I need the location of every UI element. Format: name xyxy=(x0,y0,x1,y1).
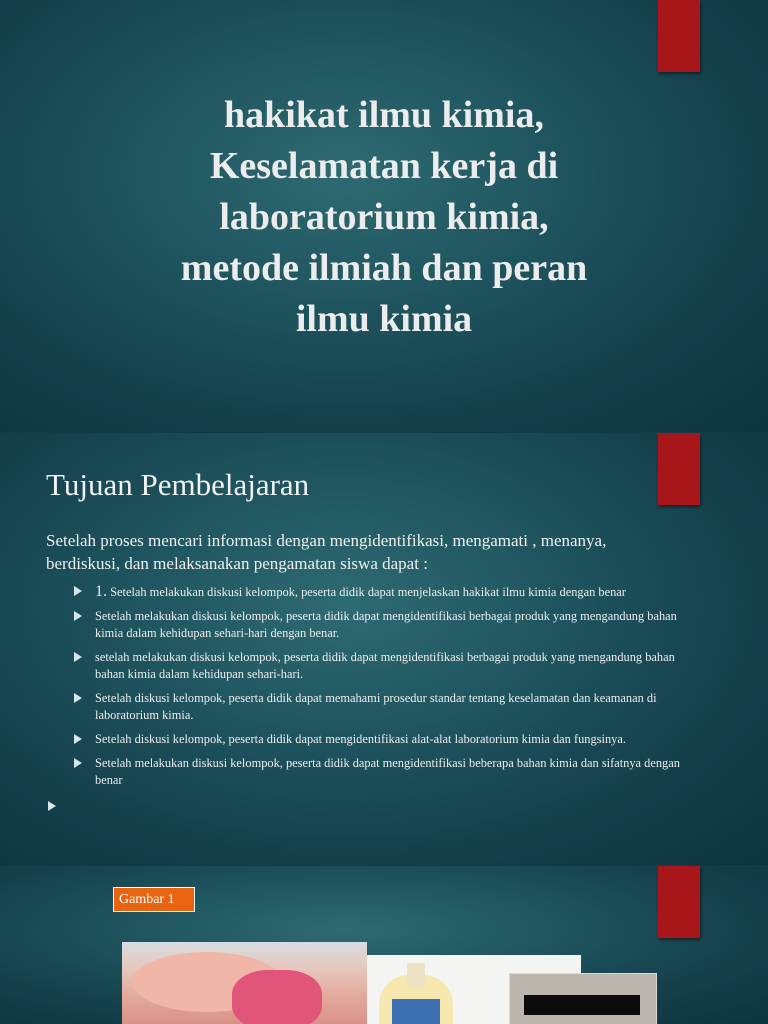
title-line: Keselamatan kerja di xyxy=(209,145,559,187)
bottle-cap-shape xyxy=(407,963,425,987)
title-line: hakikat ilmu kimia, xyxy=(224,94,544,136)
slide-accent-tab xyxy=(658,433,700,505)
intro-line: Setelah proses mencari informasi dengan mengidentifikasi, mengamati , menanya, xyxy=(46,531,607,550)
figure-caption: Gambar 1 xyxy=(113,887,195,912)
objectives-list xyxy=(72,583,692,796)
chemical-bag-photo xyxy=(509,973,657,1024)
triangle-bullet-icon xyxy=(74,758,82,768)
intro-paragraph xyxy=(46,529,686,575)
empty-triangle-bullet-icon xyxy=(48,801,56,811)
item-text: Setelah diskusi kelompok, peserta didik dapat mengidentifikasi alat-alat laboratorium kimia dan fungsinya. xyxy=(95,732,626,746)
title-line: ilmu kimia xyxy=(295,298,473,340)
item-text: Setelah diskusi kelompok, peserta didik dapat memahami prosedur standar tentang keselamatan dan keamanan di laboratorium kimia. xyxy=(95,691,657,722)
list-item xyxy=(72,608,692,642)
item-text: Setelah melakukan diskusi kelompok, peserta didik dapat mengidentifikasi beberapa bahan kimia dan sifatnya dengan benar xyxy=(95,756,680,787)
item-text: setelah melakukan diskusi kelompok, peserta didik dapat mengidentifikasi berbagai produk yang mengandung bahan bahan kimia dalam kehidupan sehari-hari. xyxy=(95,650,675,681)
item-text: Setelah melakukan diskusi kelompok, peserta didik dapat menjelaskan hakikat ilmu kimia dengan benar xyxy=(110,585,626,599)
sponge-shape xyxy=(232,970,322,1024)
triangle-bullet-icon xyxy=(74,586,82,596)
triangle-bullet-icon xyxy=(74,693,82,703)
title-line: metode ilmiah dan peran xyxy=(180,247,588,289)
title-line: laboratorium kimia, xyxy=(219,196,549,238)
section-heading: Tujuan Pembelajaran xyxy=(46,467,310,502)
slide-accent-tab xyxy=(658,866,700,938)
list-item xyxy=(72,583,692,601)
triangle-bullet-icon xyxy=(74,734,82,744)
slide-accent-tab xyxy=(658,0,700,72)
slide-title-text xyxy=(80,90,688,345)
bottle-label-shape xyxy=(392,999,440,1024)
hand-washing-photo xyxy=(122,942,367,1024)
slide-learning-objectives xyxy=(0,433,768,865)
triangle-bullet-icon xyxy=(74,652,82,662)
slide-title xyxy=(0,0,768,432)
list-item xyxy=(72,649,692,683)
list-item xyxy=(72,731,692,748)
triangle-bullet-icon xyxy=(74,611,82,621)
item-number: 1. xyxy=(95,583,107,600)
list-item xyxy=(72,690,692,724)
slide-pictures xyxy=(0,866,768,1024)
intro-line: berdiskusi, dan melaksanakan pengamatan siswa dapat : xyxy=(46,554,428,573)
redaction-bar xyxy=(524,995,640,1015)
list-item xyxy=(72,755,692,789)
item-text: Setelah melakukan diskusi kelompok, peserta didik dapat mengidentifikasi berbagai produk yang mengandung bahan kimia dalam kehidupan sehari-hari dengan benar. xyxy=(95,609,677,640)
